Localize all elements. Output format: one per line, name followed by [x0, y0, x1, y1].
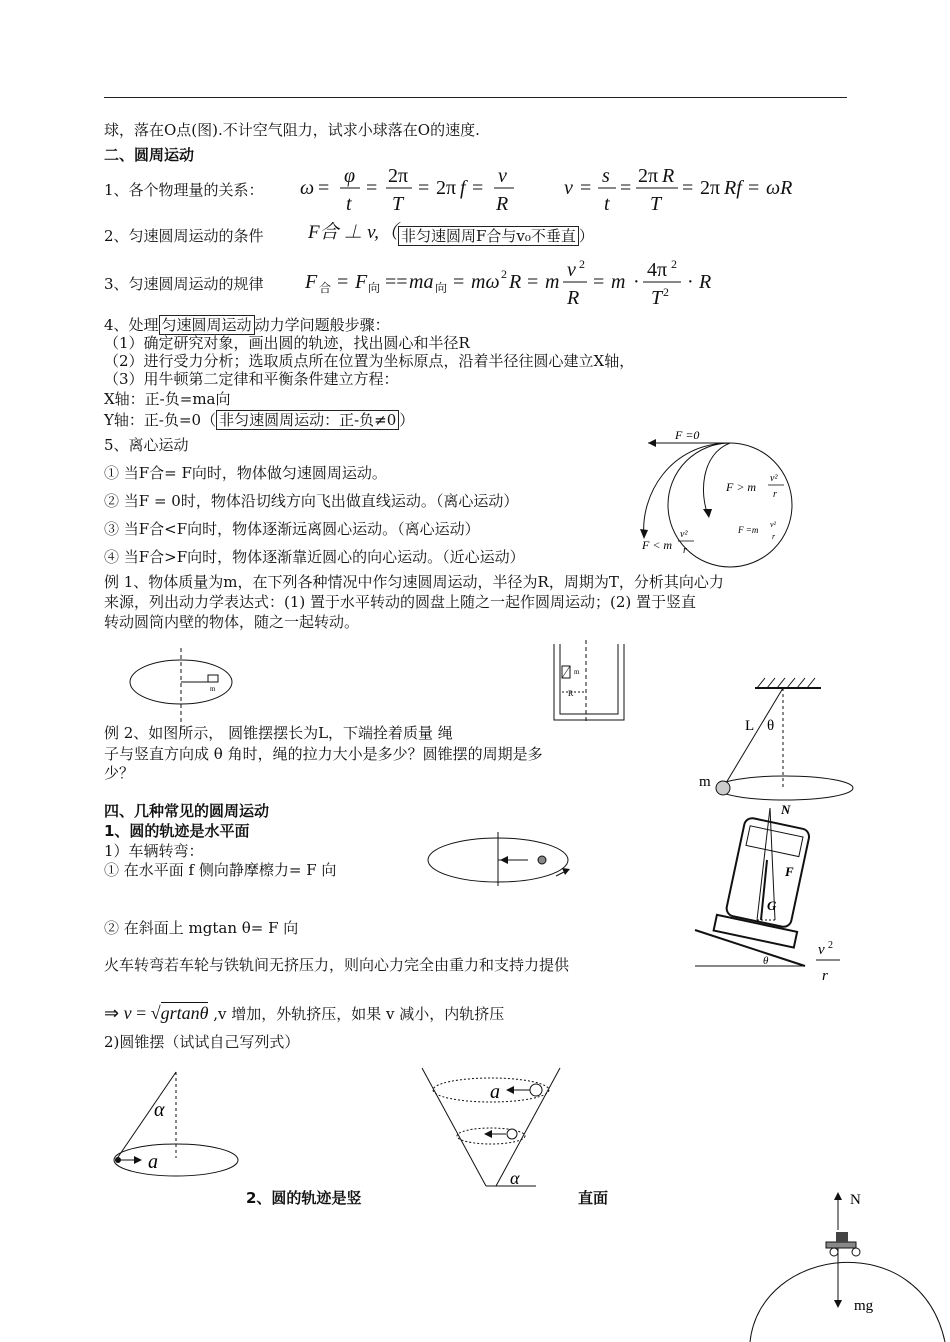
- condition-2: ② 当F = 0时，物体沿切线方向飞出做直线运动。（离心运动）: [104, 492, 519, 510]
- step-1: （1）确定研究对象，画出圆的轨迹，找出圆心和半径R: [104, 334, 470, 352]
- section-heading-circular-motion: 二、圆周运动: [104, 146, 195, 164]
- svg-text:F: F: [355, 271, 368, 293]
- item2-boxed-text: 非匀速圆周F合与v₀不垂直: [398, 226, 579, 246]
- svg-text:Rf: Rf: [724, 177, 742, 199]
- svg-text:a: a: [148, 1151, 158, 1173]
- svg-text:=: =: [366, 177, 378, 199]
- subheading-vertical-a: 2、圆的轨迹是竖: [246, 1189, 362, 1207]
- svg-text:r: r: [822, 968, 828, 984]
- label-feq: F =m: [738, 525, 759, 535]
- label-flt: F < m: [642, 538, 673, 552]
- item4-line: [104, 316, 390, 334]
- item4-pre: 4、处理: [104, 316, 159, 334]
- svg-text:R: R: [496, 193, 509, 215]
- condition-4: ④ 当F合>F向时，物体逐渐靠近圆心的向心运动。（近心运动）: [104, 548, 525, 566]
- tangent-arrow-icon: [648, 439, 656, 447]
- svg-text:4π: 4π: [647, 259, 668, 281]
- svg-text:φ: φ: [344, 165, 356, 187]
- svg-text:R: R: [568, 689, 574, 698]
- svg-text:G: G: [767, 898, 777, 913]
- train-turning: 火车转弯若车轮与铁轨间无挤压力，则向心力完全由重力和支持力提供: [104, 956, 570, 974]
- speed-relation: ⇒ v = √grtanθ ,v 增加，外轨挤压，如果 v 减小，内轨挤压: [104, 1003, 505, 1023]
- svg-text:s: s: [602, 165, 610, 187]
- example2-line1: 例 2、如图所示， 圆锥摆摆长为L，下端拴着质量 绳: [104, 724, 453, 742]
- svg-text:f: f: [460, 177, 466, 199]
- subheading-horizontal: 1、圆的轨迹是水平面: [104, 822, 250, 840]
- svg-text:=: =: [318, 177, 330, 199]
- svg-text:v: v: [567, 259, 576, 281]
- item2-boxed: [398, 227, 594, 245]
- svg-text:v²: v²: [770, 473, 778, 484]
- train-formula: [812, 938, 852, 988]
- item3-label: 3、匀速圆周运动的规律: [104, 275, 264, 293]
- item4-post: 动力学问题般步骤：: [254, 316, 390, 334]
- label-f0: F =0: [675, 428, 700, 442]
- svg-text:v²: v²: [770, 520, 776, 529]
- svg-text:ω: ω: [300, 177, 315, 199]
- condition-1: ① 当F合= F向时，物体做匀速圆周运动。: [104, 464, 387, 482]
- svg-text:R: R: [699, 271, 712, 293]
- svg-text:·: ·: [633, 271, 640, 293]
- vehicle-turning: 1）车辆转弯：: [104, 842, 204, 860]
- svg-text:θ: θ: [767, 718, 775, 734]
- inward-spiral: [703, 443, 730, 515]
- svg-text:r: r: [683, 545, 687, 556]
- y-axis-eq: [104, 411, 414, 429]
- rotating-disk-diagram: [130, 648, 240, 733]
- svg-text:2π: 2π: [700, 177, 721, 199]
- turning-track-diagram: [428, 828, 578, 888]
- svg-text:=: =: [748, 177, 760, 199]
- item4-boxed: 匀速圆周运动: [159, 315, 255, 335]
- svg-text:R: R: [662, 165, 675, 187]
- svg-text:F: F: [785, 864, 794, 879]
- svg-text:2: 2: [663, 285, 669, 299]
- svg-text:T: T: [651, 287, 663, 309]
- svg-text:=: =: [593, 271, 605, 293]
- svg-text:F: F: [305, 271, 318, 293]
- svg-text:m: m: [611, 271, 626, 293]
- svg-text:m: m: [545, 271, 560, 293]
- svg-text:mg: mg: [854, 1298, 874, 1314]
- label-fgt: F > m: [726, 480, 757, 494]
- rotating-cylinder-diagram: [548, 640, 628, 725]
- svg-text:v²: v²: [680, 529, 688, 540]
- svg-text:==: ==: [385, 271, 408, 293]
- svg-text:m: m: [574, 668, 580, 676]
- condition-3: ③ 当F合<F向时，物体逐渐远离圆心运动。（离心运动）: [104, 520, 480, 538]
- svg-text:r: r: [772, 532, 776, 541]
- svg-text:合: 合: [319, 281, 332, 295]
- svg-text:α: α: [510, 1168, 520, 1188]
- svg-text:=: =: [453, 271, 465, 293]
- svg-text:N: N: [850, 1192, 861, 1208]
- funnel-figure: [420, 1068, 570, 1190]
- text-line-1: 球，落在O点(图).不计空气阻力，试求小球落在O的速度.: [104, 121, 480, 139]
- item5-heading: 5、离心运动: [104, 436, 189, 454]
- item1-formula: [300, 160, 800, 220]
- svg-text:N: N: [781, 802, 791, 817]
- svg-text:=: =: [580, 177, 592, 199]
- inward-arrow-icon: [703, 509, 712, 518]
- item2-formula-text: F合 ⊥ v,（: [308, 222, 398, 243]
- svg-text:r: r: [773, 489, 777, 500]
- svg-text:R: R: [567, 287, 580, 309]
- svg-text:a: a: [490, 1081, 500, 1103]
- step-2: （2）进行受力分析；选取质点所在位置为坐标原点，沿着半径往圆心建立X轴，: [104, 352, 635, 370]
- item1-label: 1、各个物理量的关系：: [104, 181, 264, 199]
- svg-text:=: =: [682, 177, 694, 199]
- svg-text:t: t: [604, 193, 610, 215]
- item2-end: ）: [578, 227, 594, 245]
- turn-incline: ② 在斜面上 mgtan θ= F 向: [104, 919, 299, 937]
- svg-text:T: T: [650, 193, 662, 215]
- turn-horizontal: ① 在水平面 f 侧向静摩檫力= F 向: [104, 861, 337, 879]
- outward-spiral: [644, 443, 730, 537]
- example1-line3: 转动圆筒内壁的物体，随之一起转动。: [104, 613, 360, 631]
- svg-text:t: t: [346, 193, 352, 215]
- svg-text:T: T: [392, 193, 404, 215]
- conical-pendulum-diagram: [695, 672, 860, 802]
- svg-text:=: =: [337, 271, 349, 293]
- svg-text:2π: 2π: [388, 165, 409, 187]
- svg-text:·: ·: [687, 271, 694, 293]
- item2-formula: [308, 224, 398, 242]
- svg-text:L: L: [745, 718, 755, 734]
- step-3: （3）用牛顿第二定律和平衡条件建立方程：: [104, 370, 399, 388]
- svg-text:R: R: [509, 271, 522, 293]
- example2-line2: 子与竖直方向成 θ 角时，绳的拉力大小是多少？圆锥摆的周期是多: [104, 745, 543, 763]
- svg-text:ωR: ωR: [766, 177, 793, 199]
- y-axis-pre: Y轴：正-负=0（: [104, 411, 217, 429]
- example2-line3: 少？: [104, 764, 135, 782]
- y-axis-end: ）: [399, 411, 415, 429]
- svg-text:v: v: [498, 165, 507, 187]
- conical-pendulum-heading: 2)圆锥摆（试试自己写列式）: [104, 1033, 300, 1051]
- subheading-vertical-b: 直面: [578, 1189, 609, 1207]
- x-axis-eq: X轴：正-负=ma向: [104, 390, 231, 408]
- example1-line1: 例 1、物体质量为m，在下列各种情况中作匀速圆周运动，半径为R，周期为T，分析其向心力: [104, 573, 724, 591]
- svg-text:=: =: [418, 177, 430, 199]
- svg-text:=: =: [620, 177, 632, 199]
- item2-label: 2、匀速圆周运动的条件: [104, 227, 264, 245]
- y-axis-boxed: 非匀速圆周运动：正-负≠0: [216, 410, 399, 430]
- svg-text:m: m: [210, 685, 216, 693]
- section-heading-common-motions: 四、几种常见的圆周运动: [104, 802, 270, 820]
- svg-text:2π: 2π: [436, 177, 457, 199]
- svg-text:mω: mω: [471, 271, 500, 293]
- svg-text:2: 2: [828, 940, 833, 951]
- cone-pendulum-figure: [108, 1068, 248, 1178]
- svg-text:2: 2: [579, 257, 585, 271]
- example1-line2: 来源，列出动力学表达式：(1) 置于水平转动的圆盘上随之一起作圆周运动；(2) 置于竖直: [104, 593, 697, 611]
- svg-text:v: v: [564, 177, 573, 199]
- svg-text:向: 向: [368, 281, 381, 295]
- svg-text:m: m: [699, 774, 711, 790]
- banked-car-diagram: [695, 800, 815, 970]
- svg-text:2: 2: [671, 257, 677, 271]
- svg-text:θ: θ: [763, 955, 769, 967]
- svg-text:2π: 2π: [638, 165, 659, 187]
- header-rule: [104, 97, 847, 98]
- svg-text:=: =: [527, 271, 539, 293]
- svg-text:=: =: [472, 177, 484, 199]
- svg-text:ma: ma: [409, 271, 434, 293]
- svg-text:向: 向: [435, 281, 448, 295]
- arch-bridge-diagram: [740, 1186, 950, 1342]
- svg-text:v: v: [818, 942, 825, 958]
- svg-text:α: α: [154, 1099, 165, 1121]
- svg-text:2: 2: [501, 267, 507, 281]
- centrifugal-diagram: [630, 425, 805, 575]
- item3-formula: [305, 252, 745, 312]
